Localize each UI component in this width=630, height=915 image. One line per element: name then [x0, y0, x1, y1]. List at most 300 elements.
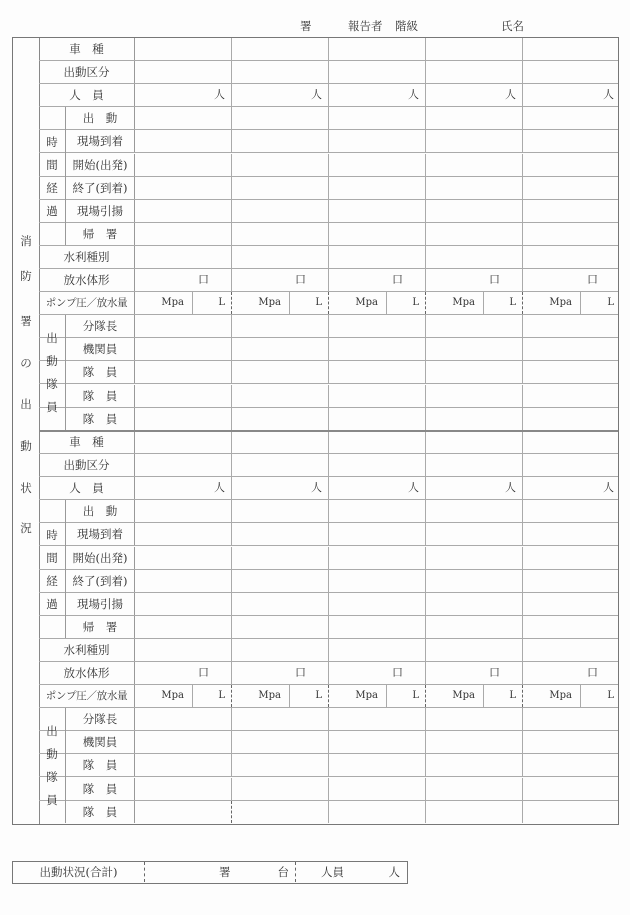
input-cell[interactable] — [232, 708, 329, 730]
row-label: 現場引揚 — [66, 200, 135, 222]
input-cell[interactable] — [523, 593, 620, 615]
group-label-char: 員 — [46, 399, 58, 414]
input-cell[interactable] — [232, 570, 329, 592]
input-cell[interactable] — [426, 408, 523, 430]
input-cell[interactable] — [232, 177, 329, 199]
input-cell[interactable] — [232, 269, 329, 291]
input-cell[interactable] — [329, 107, 426, 129]
crew-group-label — [39, 315, 66, 430]
row-label: 機関員 — [66, 731, 135, 753]
input-cell[interactable] — [329, 177, 426, 199]
input-cell[interactable] — [426, 38, 523, 60]
input-cell[interactable] — [135, 801, 232, 823]
form-row — [39, 154, 618, 177]
input-cell[interactable] — [135, 431, 232, 453]
input-cell[interactable] — [329, 593, 426, 615]
unit-label: 人 — [311, 88, 322, 102]
form-row — [39, 269, 618, 292]
row-label: 分隊長 — [66, 708, 135, 730]
input-cell[interactable] — [232, 408, 329, 430]
input-cell[interactable] — [135, 177, 232, 199]
summary-personnel-label: 人員 — [321, 865, 344, 879]
input-cell[interactable] — [135, 477, 232, 499]
unit-label: 口 — [489, 273, 500, 286]
input-cell[interactable] — [135, 408, 232, 430]
input-cell[interactable] — [426, 731, 523, 753]
group-label-char: 時 — [46, 134, 58, 149]
input-cell[interactable] — [232, 246, 329, 268]
form-row — [39, 754, 618, 777]
summary-box — [12, 861, 408, 884]
unit-label: 口 — [295, 666, 306, 679]
input-cell[interactable] — [135, 454, 232, 476]
input-cell[interactable] — [426, 338, 523, 360]
row-label: 水利種別 — [39, 639, 135, 661]
input-cell[interactable] — [329, 754, 426, 776]
group-label-char: 動 — [46, 746, 58, 761]
group-label-char: 経 — [46, 573, 58, 588]
row-label: 現場到着 — [66, 130, 135, 152]
input-cell[interactable] — [135, 130, 232, 152]
input-cell[interactable] — [329, 708, 426, 730]
row-label: 出 動 — [66, 107, 135, 129]
input-cell[interactable] — [329, 38, 426, 60]
input-cell[interactable] — [523, 338, 620, 360]
row-label: 隊 員 — [66, 408, 135, 430]
input-cell[interactable] — [426, 639, 523, 661]
input-cell[interactable] — [329, 454, 426, 476]
input-cell[interactable] — [329, 315, 426, 337]
unit-label: 口 — [587, 666, 598, 679]
form-row — [39, 801, 618, 824]
input-cell[interactable] — [523, 107, 620, 129]
input-cell[interactable] — [232, 130, 329, 152]
input-cell[interactable] — [426, 616, 523, 638]
row-label: 出 動 — [66, 500, 135, 522]
group-label-char: 出 — [46, 723, 58, 738]
row-label: 現場到着 — [66, 523, 135, 545]
input-cell[interactable] — [232, 84, 329, 106]
input-cell[interactable] — [135, 616, 232, 638]
input-cell[interactable] — [426, 246, 523, 268]
vertical-title-char: 防 — [20, 269, 32, 283]
input-cell[interactable] — [135, 570, 232, 592]
volume-input[interactable]: L — [387, 685, 426, 707]
input-cell[interactable] — [135, 500, 232, 522]
vertical-title-char: 況 — [20, 521, 32, 535]
input-cell[interactable] — [232, 754, 329, 776]
input-cell[interactable] — [426, 754, 523, 776]
form-row — [39, 639, 618, 662]
input-cell[interactable] — [523, 662, 620, 684]
summary-label: 出動状況(合計) — [13, 862, 145, 882]
input-cell[interactable] — [426, 454, 523, 476]
form-row — [39, 616, 618, 639]
input-cell[interactable] — [426, 385, 523, 407]
input-cell[interactable] — [329, 431, 426, 453]
input-cell[interactable] — [135, 523, 232, 545]
row-label: ポンプ圧／放水量 — [39, 292, 135, 314]
pressure-input[interactable]: Mpa — [135, 685, 193, 707]
volume-input[interactable]: L — [290, 292, 329, 314]
input-cell[interactable] — [426, 708, 523, 730]
row-label: 開始(出発) — [66, 154, 135, 176]
input-cell[interactable] — [523, 570, 620, 592]
summary-station-unit: 署 — [219, 865, 231, 879]
input-cell[interactable] — [329, 361, 426, 383]
pressure-input[interactable]: Mpa — [523, 685, 581, 707]
input-cell[interactable] — [329, 523, 426, 545]
form-row — [39, 61, 618, 84]
row-label: 隊 員 — [66, 361, 135, 383]
row-label: 出動区分 — [39, 61, 135, 83]
input-cell[interactable] — [232, 547, 329, 569]
row-label: 車 種 — [39, 431, 135, 453]
volume-input[interactable]: L — [484, 292, 523, 314]
input-cell[interactable] — [523, 547, 620, 569]
row-label: 隊 員 — [66, 385, 135, 407]
input-cell[interactable] — [232, 616, 329, 638]
input-cell[interactable] — [135, 154, 232, 176]
input-cell[interactable] — [329, 246, 426, 268]
row-label: 終了(到着) — [66, 177, 135, 199]
form-row — [39, 731, 618, 754]
form-row — [39, 338, 618, 361]
time-elapsed-group-label — [39, 107, 66, 245]
input-cell[interactable] — [426, 570, 523, 592]
input-cell[interactable] — [329, 338, 426, 360]
input-cell[interactable] — [135, 662, 232, 684]
input-cell[interactable] — [426, 223, 523, 245]
input-cell[interactable] — [426, 269, 523, 291]
group-label-char: 隊 — [46, 376, 58, 391]
input-cell[interactable] — [523, 130, 620, 152]
form-row — [39, 570, 618, 593]
input-cell[interactable] — [232, 61, 329, 83]
input-cell[interactable] — [135, 223, 232, 245]
input-cell[interactable] — [329, 61, 426, 83]
input-cell[interactable] — [232, 523, 329, 545]
input-cell[interactable] — [523, 154, 620, 176]
unit-label: 口 — [587, 273, 598, 286]
input-cell[interactable] — [523, 708, 620, 730]
input-cell[interactable] — [426, 431, 523, 453]
row-label: 隊 員 — [66, 754, 135, 776]
input-cell[interactable] — [232, 778, 329, 800]
form-row — [39, 200, 618, 223]
unit-label: 人 — [408, 88, 419, 102]
unit-label: 人 — [311, 481, 322, 495]
row-label: 車 種 — [39, 38, 135, 60]
row-label: 帰 署 — [66, 223, 135, 245]
input-cell[interactable] — [135, 269, 232, 291]
vertical-title — [13, 38, 40, 824]
pressure-input[interactable]: Mpa — [426, 292, 484, 314]
form-row — [39, 593, 618, 616]
form-row — [39, 547, 618, 570]
input-cell[interactable] — [426, 523, 523, 545]
input-cell[interactable] — [329, 84, 426, 106]
pressure-input[interactable]: Mpa — [426, 685, 484, 707]
input-cell[interactable] — [135, 107, 232, 129]
input-cell[interactable] — [135, 708, 232, 730]
row-label: 水利種別 — [39, 246, 135, 268]
input-cell[interactable] — [135, 61, 232, 83]
input-cell[interactable] — [329, 639, 426, 661]
input-cell[interactable] — [232, 38, 329, 60]
input-cell[interactable] — [523, 801, 620, 823]
pressure-input[interactable]: Mpa — [329, 292, 387, 314]
input-cell[interactable] — [523, 408, 620, 430]
pressure-input[interactable]: Mpa — [329, 685, 387, 707]
input-cell[interactable] — [329, 570, 426, 592]
input-cell[interactable] — [426, 662, 523, 684]
form-row — [39, 431, 618, 454]
input-cell[interactable] — [426, 107, 523, 129]
input-cell[interactable] — [523, 523, 620, 545]
row-label: 人 員 — [39, 477, 135, 499]
form-row — [39, 246, 618, 269]
unit-label: 口 — [295, 273, 306, 286]
input-cell[interactable] — [232, 338, 329, 360]
row-label: 開始(出発) — [66, 547, 135, 569]
vertical-title-char: 出 — [20, 397, 32, 411]
input-cell[interactable] — [135, 338, 232, 360]
group-label-char: 間 — [46, 550, 58, 565]
vertical-title-char: の — [20, 356, 32, 370]
crew-group-label — [39, 708, 66, 823]
input-cell[interactable] — [523, 778, 620, 800]
row-label: 帰 署 — [66, 616, 135, 638]
form-row — [39, 408, 618, 431]
input-cell[interactable] — [135, 639, 232, 661]
input-cell[interactable] — [426, 500, 523, 522]
input-cell[interactable] — [523, 84, 620, 106]
input-cell[interactable] — [426, 177, 523, 199]
input-cell[interactable] — [135, 593, 232, 615]
input-cell[interactable] — [523, 500, 620, 522]
input-cell[interactable] — [329, 130, 426, 152]
volume-input[interactable]: L — [387, 292, 426, 314]
input-cell[interactable] — [135, 547, 232, 569]
section-divider — [39, 430, 618, 432]
time-elapsed-group-label — [39, 500, 66, 638]
input-cell[interactable] — [329, 223, 426, 245]
input-cell[interactable] — [329, 778, 426, 800]
row-label: 分隊長 — [66, 315, 135, 337]
input-cell[interactable] — [426, 593, 523, 615]
input-cell[interactable] — [232, 223, 329, 245]
input-cell[interactable] — [232, 200, 329, 222]
group-label-char: 隊 — [46, 769, 58, 784]
input-cell[interactable] — [232, 731, 329, 753]
form-row — [39, 385, 618, 408]
unit-label: 人 — [505, 481, 516, 495]
form-row — [39, 523, 618, 546]
input-cell[interactable] — [329, 200, 426, 222]
row-label: ポンプ圧／放水量 — [39, 685, 135, 707]
group-label-char: 動 — [46, 353, 58, 368]
unit-label: 人 — [214, 88, 225, 102]
input-cell[interactable] — [329, 477, 426, 499]
input-cell[interactable] — [135, 361, 232, 383]
input-cell[interactable] — [523, 754, 620, 776]
input-cell[interactable] — [135, 38, 232, 60]
row-label: 放水体形 — [39, 662, 135, 684]
input-cell[interactable] — [232, 639, 329, 661]
input-cell[interactable] — [135, 246, 232, 268]
input-cell[interactable] — [329, 731, 426, 753]
input-cell[interactable] — [135, 315, 232, 337]
input-cell[interactable] — [329, 616, 426, 638]
dispatch-report-form — [12, 37, 619, 825]
input-cell[interactable] — [523, 361, 620, 383]
pressure-input[interactable]: Mpa — [135, 292, 193, 314]
input-cell[interactable] — [135, 731, 232, 753]
pressure-input[interactable]: Mpa — [232, 685, 290, 707]
input-cell[interactable] — [426, 801, 523, 823]
input-cell[interactable] — [329, 547, 426, 569]
form-row — [39, 223, 618, 246]
volume-input[interactable]: L — [607, 690, 614, 702]
row-label: 機関員 — [66, 338, 135, 360]
unit-label: 人 — [603, 88, 614, 102]
input-cell[interactable] — [523, 269, 620, 291]
input-cell[interactable] — [232, 454, 329, 476]
form-row — [39, 177, 618, 200]
input-cell[interactable] — [232, 107, 329, 129]
volume-input[interactable]: L — [193, 292, 232, 314]
input-cell[interactable] — [523, 731, 620, 753]
row-label: 終了(到着) — [66, 570, 135, 592]
pressure-input[interactable]: Mpa — [232, 292, 290, 314]
form-row — [39, 38, 618, 61]
input-cell[interactable] — [232, 154, 329, 176]
volume-input[interactable]: L — [607, 297, 614, 309]
volume-input[interactable]: L — [290, 685, 329, 707]
unit-label: 口 — [489, 666, 500, 679]
input-cell[interactable] — [523, 616, 620, 638]
summary-vehicle-field[interactable] — [144, 862, 296, 882]
input-cell[interactable] — [232, 361, 329, 383]
input-cell[interactable] — [426, 61, 523, 83]
rank-label: 階級 — [395, 19, 418, 33]
unit-label: 口 — [198, 666, 209, 679]
unit-label: 人 — [603, 481, 614, 495]
input-cell[interactable] — [523, 38, 620, 60]
vertical-title-char: 署 — [20, 314, 32, 328]
form-row — [39, 454, 618, 477]
input-cell[interactable] — [426, 361, 523, 383]
form-row — [39, 708, 618, 731]
input-cell[interactable] — [329, 662, 426, 684]
input-cell[interactable] — [135, 754, 232, 776]
form-row — [39, 107, 618, 130]
input-cell[interactable] — [523, 246, 620, 268]
input-cell[interactable] — [232, 315, 329, 337]
input-cell[interactable] — [523, 431, 620, 453]
input-cell[interactable] — [232, 500, 329, 522]
name-label: 氏名 — [501, 19, 524, 33]
input-cell[interactable] — [329, 500, 426, 522]
group-label-char: 員 — [46, 792, 58, 807]
input-cell[interactable] — [329, 154, 426, 176]
input-cell[interactable] — [523, 200, 620, 222]
input-cell[interactable] — [426, 200, 523, 222]
group-label-char: 経 — [46, 180, 58, 195]
summary-personnel-field[interactable] — [296, 862, 406, 882]
unit-label: 口 — [198, 273, 209, 286]
pressure-input[interactable]: Mpa — [523, 292, 581, 314]
group-label-char: 出 — [46, 330, 58, 345]
volume-input[interactable]: L — [484, 685, 523, 707]
input-cell[interactable] — [523, 177, 620, 199]
input-cell[interactable] — [232, 385, 329, 407]
input-cell[interactable] — [426, 778, 523, 800]
input-cell[interactable] — [135, 778, 232, 800]
input-cell[interactable] — [329, 408, 426, 430]
input-cell[interactable] — [232, 662, 329, 684]
reporter-label: 報告者 — [348, 19, 383, 33]
form-row — [39, 662, 618, 685]
input-cell[interactable] — [523, 454, 620, 476]
form-row — [39, 130, 618, 153]
summary-vehicle-unit: 台 — [277, 865, 289, 879]
group-label-char: 間 — [46, 157, 58, 172]
input-cell[interactable] — [426, 154, 523, 176]
unit-label: 人 — [408, 481, 419, 495]
row-label: 隊 員 — [66, 801, 135, 823]
vertical-title-char: 状 — [20, 481, 32, 495]
vertical-title-char: 動 — [20, 439, 32, 453]
group-label-char: 過 — [46, 203, 58, 218]
form-row — [39, 292, 618, 315]
input-cell[interactable] — [135, 200, 232, 222]
unit-label: 口 — [392, 273, 403, 286]
input-cell[interactable] — [135, 84, 232, 106]
unit-label: 口 — [392, 666, 403, 679]
input-cell[interactable] — [523, 61, 620, 83]
input-cell[interactable] — [232, 431, 329, 453]
input-cell[interactable] — [523, 223, 620, 245]
input-cell[interactable] — [426, 130, 523, 152]
input-cell[interactable] — [523, 315, 620, 337]
input-cell[interactable] — [426, 315, 523, 337]
row-label: 人 員 — [39, 84, 135, 106]
input-cell[interactable] — [523, 477, 620, 499]
report-section — [39, 38, 618, 431]
input-cell[interactable] — [135, 385, 232, 407]
form-row — [39, 84, 618, 107]
summary-personnel-unit: 人 — [388, 865, 400, 879]
input-cell[interactable] — [426, 547, 523, 569]
volume-input[interactable]: L — [193, 685, 232, 707]
input-cell[interactable] — [329, 801, 426, 823]
vertical-title-char: 消 — [20, 234, 32, 248]
input-cell[interactable] — [232, 477, 329, 499]
form-row — [39, 500, 618, 523]
input-cell[interactable] — [232, 801, 329, 823]
input-cell[interactable] — [426, 477, 523, 499]
input-cell[interactable] — [329, 269, 426, 291]
input-cell[interactable] — [329, 385, 426, 407]
input-cell[interactable] — [426, 84, 523, 106]
input-cell[interactable] — [232, 593, 329, 615]
group-label-char: 時 — [46, 527, 58, 542]
input-cell[interactable] — [523, 639, 620, 661]
unit-label: 人 — [214, 481, 225, 495]
input-cell[interactable] — [523, 385, 620, 407]
